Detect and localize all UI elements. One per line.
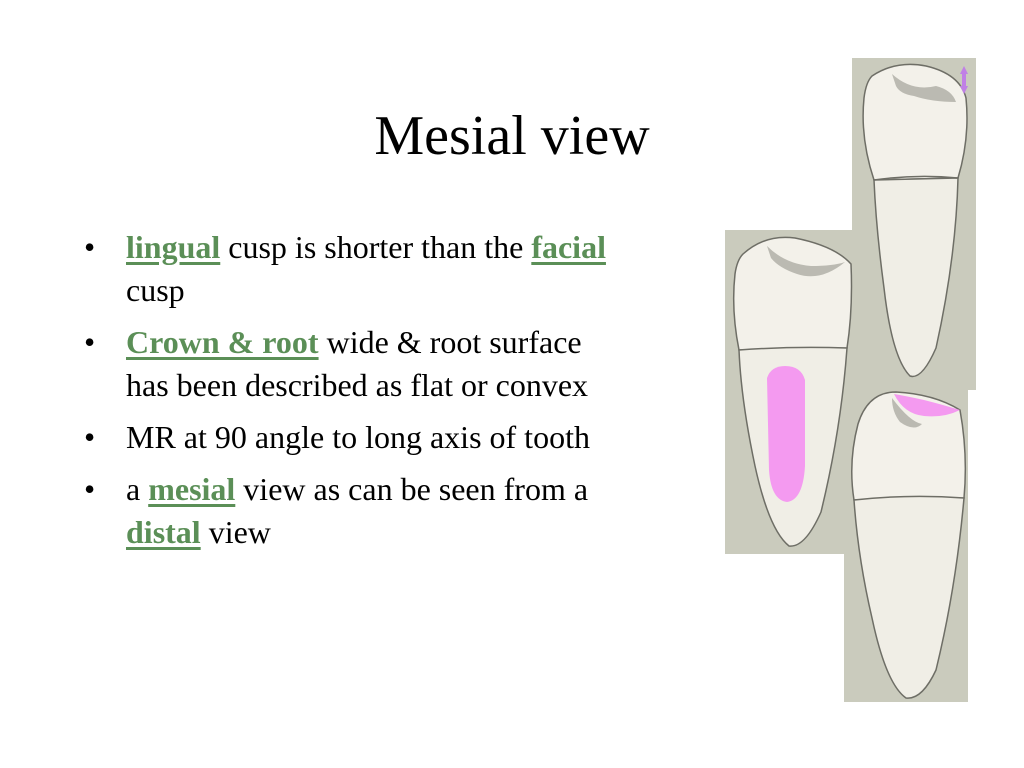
tooth-illustration: [852, 58, 976, 390]
bullet-icon: •: [84, 324, 96, 360]
keyword-link-distal[interactable]: distal: [126, 514, 201, 550]
keyword-link-mesial[interactable]: mesial: [148, 471, 236, 507]
bullet-icon: •: [84, 471, 96, 507]
tooth-image-left: [725, 230, 853, 554]
highlight-region: [767, 366, 805, 502]
tooth-illustration: [725, 230, 853, 554]
bullet-text: MR at 90 angle to long axis of tooth: [126, 419, 590, 455]
tooth-image-top: [852, 58, 976, 390]
bullet-item: [84, 416, 624, 459]
bullet-icon: •: [84, 419, 96, 455]
bullet-item: • a mesial view as can be seen from a distal view: [84, 468, 624, 554]
bullet-icon: •: [84, 229, 96, 265]
tooth-image-bottom: [844, 388, 968, 702]
bullet-item: • Crown & root wide & root surface has been described as flat or convex: [84, 321, 624, 407]
tooth-illustration: [844, 388, 968, 702]
keyword-link-crown-root[interactable]: Crown & root: [126, 324, 319, 360]
keyword-link-facial[interactable]: facial: [531, 229, 606, 265]
bullet-list: [84, 226, 624, 563]
bullet-item: • lingual cusp is shorter than the facial cusp: [84, 226, 624, 312]
keyword-link-lingual[interactable]: lingual: [126, 229, 221, 265]
slide-title: Mesial view: [374, 105, 650, 167]
